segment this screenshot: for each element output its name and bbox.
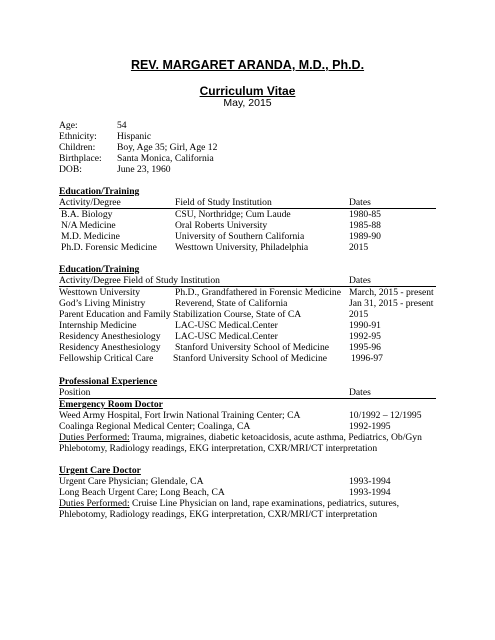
subsection-heading: Urgent Care Doctor: [59, 465, 141, 476]
cell-field: Westtown University, Philadelphia: [175, 242, 309, 253]
personal-value: June 23, 1960: [117, 164, 171, 175]
cell-activity: Internship Medicine: [59, 320, 137, 331]
cell-dates: Jan 31, 2015 - present: [349, 298, 434, 309]
cell-activity: N/A Medicine: [61, 220, 116, 231]
column-header-position: Position: [59, 387, 91, 398]
cell-dates: 1993-1994: [349, 476, 391, 487]
personal-value: Santa Monica, California: [117, 153, 214, 164]
column-header-dates: Dates: [349, 387, 371, 398]
cell-dates: 1989-90: [349, 231, 381, 242]
cell-dates: 1993-1994: [349, 487, 391, 498]
cell-activity: God’s Living Ministry: [59, 298, 146, 309]
section-heading: Education/Training: [59, 264, 140, 275]
column-header-activity: Activity/Degree: [59, 197, 121, 208]
column-header-field: Field of Study Institution: [175, 197, 272, 208]
subsection-heading: Emergency Room Doctor: [59, 399, 163, 410]
cell-field: CSU, Northridge; Cum Laude: [175, 209, 291, 220]
cell-dates: 1992-1995: [349, 421, 391, 432]
cell-activity: Fellowship Critical Care: [59, 353, 154, 364]
cell-dates: 1992-95: [349, 331, 381, 342]
cell-dates: 2015: [349, 242, 369, 253]
duties-line: [59, 432, 422, 444]
personal-value: 54: [117, 120, 127, 131]
personal-label: Birthplace:: [59, 153, 102, 164]
personal-label: Age:: [59, 120, 78, 131]
cell-field: LAC-USC Medical.Center: [175, 331, 278, 342]
cell-activity: Parent Education and Family Stabilization Course, State of CA: [59, 309, 302, 320]
duties-line: Phlebotomy, Radiology readings, EKG interpretation, CXR/MRI/CT interpretation: [59, 443, 378, 454]
personal-value: Hispanic: [117, 131, 152, 142]
cell-place: Weed Army Hospital, Fort Irwin National Training Center; CA: [59, 410, 301, 421]
personal-label: Children:: [59, 142, 96, 153]
cell-field: Reverend, State of California: [175, 298, 288, 309]
cell-activity: Ph.D. Forensic Medicine: [61, 242, 157, 253]
duties-text: Cruise Line Physician on land, rape examinations, pediatrics, sutures,: [129, 498, 399, 509]
column-header-dates: Dates: [349, 275, 371, 286]
cell-field: Stanford University School of Medicine: [175, 342, 330, 353]
cv-date: May, 2015: [223, 97, 272, 109]
page-title: REV. MARGARET ARANDA, M.D., Ph.D.: [130, 58, 365, 72]
cell-activity: M.D. Medicine: [61, 231, 120, 242]
cell-dates: March, 2015 - present: [349, 287, 434, 298]
cell-place: Urgent Care Physician; Glendale, CA: [59, 476, 204, 487]
column-header-activity: Activity/Degree Field of Study Institution: [59, 275, 220, 286]
cell-dates: 1996-97: [351, 353, 383, 364]
cell-field: University of Southern California: [175, 231, 305, 242]
cell-place: Coalinga Regional Medical Center; Coalinga, CA: [59, 421, 251, 432]
cell-activity: Residency Anesthesiology: [59, 331, 161, 342]
section-heading: Professional Experience: [59, 376, 158, 387]
personal-value: Boy, Age 35; Girl, Age 12: [117, 142, 218, 153]
cell-activity: Westtown University: [59, 287, 141, 298]
cell-field: Oral Roberts University: [175, 220, 268, 231]
cell-dates: 1985-88: [349, 220, 381, 231]
cell-activity: B.A. Biology: [61, 209, 113, 220]
cell-dates: 10/1992 – 12/1995: [349, 410, 422, 421]
personal-label: Ethnicity:: [59, 131, 97, 142]
duties-line: [59, 498, 399, 510]
cell-place: Long Beach Urgent Care; Long Beach, CA: [59, 487, 225, 498]
personal-label: DOB:: [59, 164, 82, 175]
cell-dates: 1990-91: [349, 320, 381, 331]
duties-line: Phlebotomy, Radiology readings, EKG interpretation, CXR/MRI/CT interpretation: [59, 509, 378, 520]
column-header-dates: Dates: [349, 197, 371, 208]
cv-heading: Curriculum Vitae: [199, 84, 296, 98]
duties-text: Trauma, migraines, diabetic ketoacidosis, acute asthma, Pediatrics, Ob/Gyn: [129, 432, 422, 443]
cell-activity: Residency Anesthesiology: [59, 342, 161, 353]
cell-field: Ph.D., Grandfathered in Forensic Medicine: [175, 287, 341, 298]
section-heading: Education/Training: [59, 186, 140, 197]
cell-dates: 1995-96: [349, 342, 381, 353]
cell-field: Stanford University School of Medicine: [173, 353, 328, 364]
cell-dates: 1980-85: [349, 209, 381, 220]
cell-dates: 2015: [349, 309, 369, 320]
duties-label: Duties Performed:: [59, 498, 130, 509]
duties-label: Duties Performed:: [59, 432, 130, 443]
cell-field: LAC-USC Medical.Center: [175, 320, 278, 331]
